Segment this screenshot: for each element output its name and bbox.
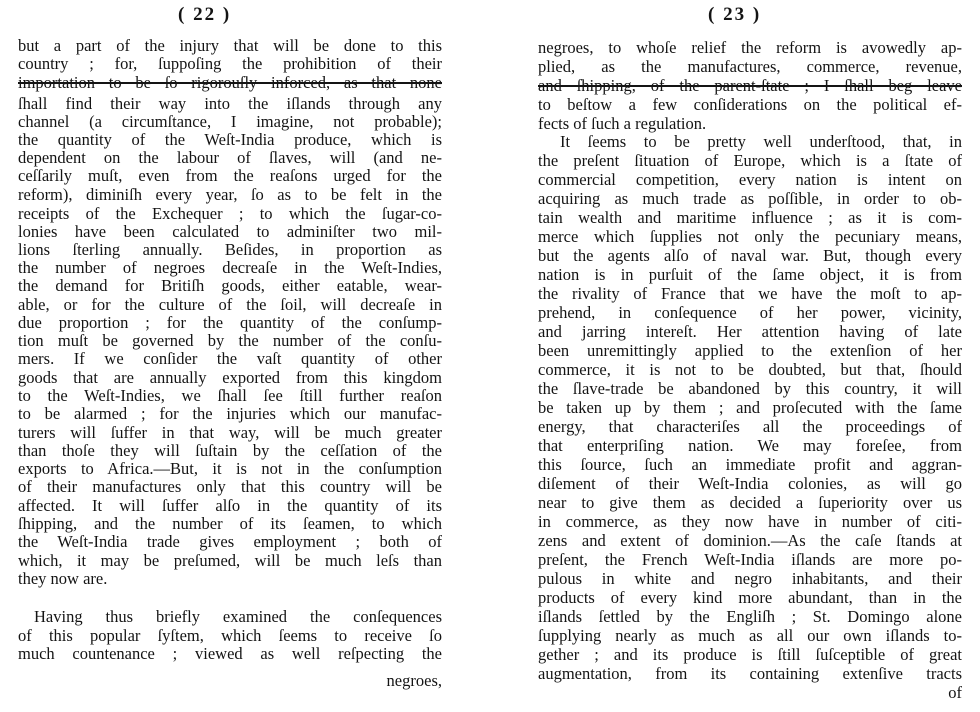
text-line: commerce, it is not to be doubted, but that, ſhould <box>538 360 962 379</box>
text-line: ceſſarily muſt, even from the reaſons urged for the <box>18 166 442 185</box>
text-line: near to give them as decided a ſuperiority over us <box>538 493 962 512</box>
paragraph-start-line: It ſeems to be pretty well underſtood, that, in <box>560 132 962 151</box>
text-line: lonies have been calculated to adminiſter two mil- <box>18 222 442 241</box>
text-line: the demand for Britiſh goods, either eatable, wear- <box>18 276 442 295</box>
text-line: ſupplying nearly as much as all our own iſlands to- <box>538 626 962 645</box>
text-line: turers will ſuffer in that way, will be much greater <box>18 423 442 442</box>
text-line: to the Weſt-Indies, we ſhall ſee ſtill further reaſon <box>18 386 442 405</box>
text-line: mers. If we conſider the vaſt quantity of other <box>18 349 442 368</box>
text-line: than thoſe they will ſuſtain by the ceſſation of the <box>18 441 442 460</box>
left-page-number: ( 22 ) <box>178 4 232 25</box>
text-line: ſhipping, and the number of its ſeamen, to which <box>18 514 442 533</box>
text-line: dependent on the labour of ſlaves, will (and ne- <box>18 148 442 167</box>
text-line: the rivality of France that we have the moſt to ap- <box>538 284 962 303</box>
text-line: due proportion ; for the quantity of the conſump- <box>18 313 442 332</box>
catchword: of <box>948 683 962 702</box>
text-line: fects of ſuch a regulation. <box>538 114 707 133</box>
text-line: goods that are annually exported from this kingdom <box>18 368 442 387</box>
text-line: the quantity of the Weſt-India produce, which is <box>18 130 442 149</box>
struck-text-line: and ſhipping, of the parent-ſtate ; I ſhall beg leave <box>538 76 962 95</box>
text-line: commercial competition, every nation is intent on <box>538 170 962 189</box>
text-line: reform), diminiſh every year, ſo as to be felt in the <box>18 185 442 204</box>
text-line: but a part of the injury that will be done to this <box>18 36 442 55</box>
text-line: this ſource, ſuch an immediate profit and aggran- <box>538 455 962 474</box>
text-line: able, or for the culture of the ſoil, will decreaſe in <box>18 295 442 314</box>
text-line: the preſent ſituation of Europe, which is a ſtate of <box>538 151 962 170</box>
text-line: plied, as the manufactures, commerce, revenue, <box>538 57 962 76</box>
text-line: energy, that characteriſes all the proceedings of <box>538 417 962 436</box>
right-page <box>500 0 980 712</box>
text-line: country ; for, ſuppoſing the prohibition of their <box>18 54 442 73</box>
text-line: preſent, the French Weſt-India iſlands are more po- <box>538 550 962 569</box>
text-line: products of every kind more abundant, than in the <box>538 588 962 607</box>
text-line: gether ; and its produce is ſtill ſuſceptible of great <box>538 645 962 664</box>
text-line: of their manufactures only that this country will be <box>18 477 442 496</box>
text-line: of this popular ſyſtem, which ſeems to receive ſo <box>18 626 442 645</box>
text-line: ſhall find their way into the iſlands through any <box>18 94 442 113</box>
text-line: much countenance ; viewed as well reſpecting the <box>18 644 442 663</box>
text-line: pulous in white and negro inhabitants, and their <box>538 569 962 588</box>
text-line: nation is in purſuit of the ſame object, it is from <box>538 265 962 284</box>
right-page-number: ( 23 ) <box>708 4 762 25</box>
text-line: acquiring as much trade as poſſible, in order to ob- <box>538 189 962 208</box>
struck-text-line: importation to be ſo rigorouſly inforced, as that none <box>18 73 442 92</box>
text-line: tion muſt be governed by the number of the conſu- <box>18 331 442 350</box>
text-line: receipts of the Exchequer ; to which the ſugar-co- <box>18 204 442 223</box>
text-line: the number of negroes decreaſe in the Weſt-Indies, <box>18 258 442 277</box>
text-line: the ſlave-trade be abandoned by this country, it will <box>538 379 962 398</box>
text-line: tain wealth and maritime influence ; as it is com- <box>538 208 962 227</box>
text-line: diſement of their Weſt-India colonies, as will go <box>538 474 962 493</box>
text-line: to be alarmed ; for the injuries which our manufac- <box>18 404 442 423</box>
text-line: which, it may be preſumed, will be much leſs than <box>18 551 442 570</box>
text-line: prehend, in conſequence of her power, vicinity, <box>538 303 962 322</box>
text-line: they now are. <box>18 569 108 588</box>
left-page <box>0 0 470 712</box>
paragraph-start-line: Having thus briefly examined the conſequences <box>34 607 442 626</box>
text-line: merce which ſupplies not only the pecuniary means, <box>538 227 962 246</box>
text-line: but the agents alſo of naval war. But, though every <box>538 246 962 265</box>
text-line: be taken up by them ; and proſecuted with the ſame <box>538 398 962 417</box>
text-line: the Weſt-India trade gives employment ; both of <box>18 532 442 551</box>
text-line: zens and extent of dominion.—As the caſe ſtands at <box>538 531 962 550</box>
text-line: to beſtow a few conſiderations on the political ef- <box>538 95 962 114</box>
text-line: exports to Africa.—But, it is not in the conſumption <box>18 459 442 478</box>
text-line: in commerce, as they now have in number of citi- <box>538 512 962 531</box>
text-line: negroes, to whoſe relief the reform is avowedly ap- <box>538 38 962 57</box>
text-line: that enterpriſing nation. We may foreſee, from <box>538 436 962 455</box>
text-line: affected. It will ſuffer alſo in the quantity of its <box>18 496 442 515</box>
text-line: augmentation, from its containing extenſive tracts <box>538 664 962 683</box>
text-line: been unremittingly applied to the extenſion of her <box>538 341 962 360</box>
text-line: channel (a circumſtance, I imagine, not probable); <box>18 112 442 131</box>
text-line: lions ſterling annually. Beſides, in proportion as <box>18 240 442 259</box>
catchword: negroes, <box>386 671 442 690</box>
text-line: and jarring intereſt. Her attention having of late <box>538 322 962 341</box>
text-line: iſlands ſettled by the Engliſh ; St. Domingo alone <box>538 607 962 626</box>
